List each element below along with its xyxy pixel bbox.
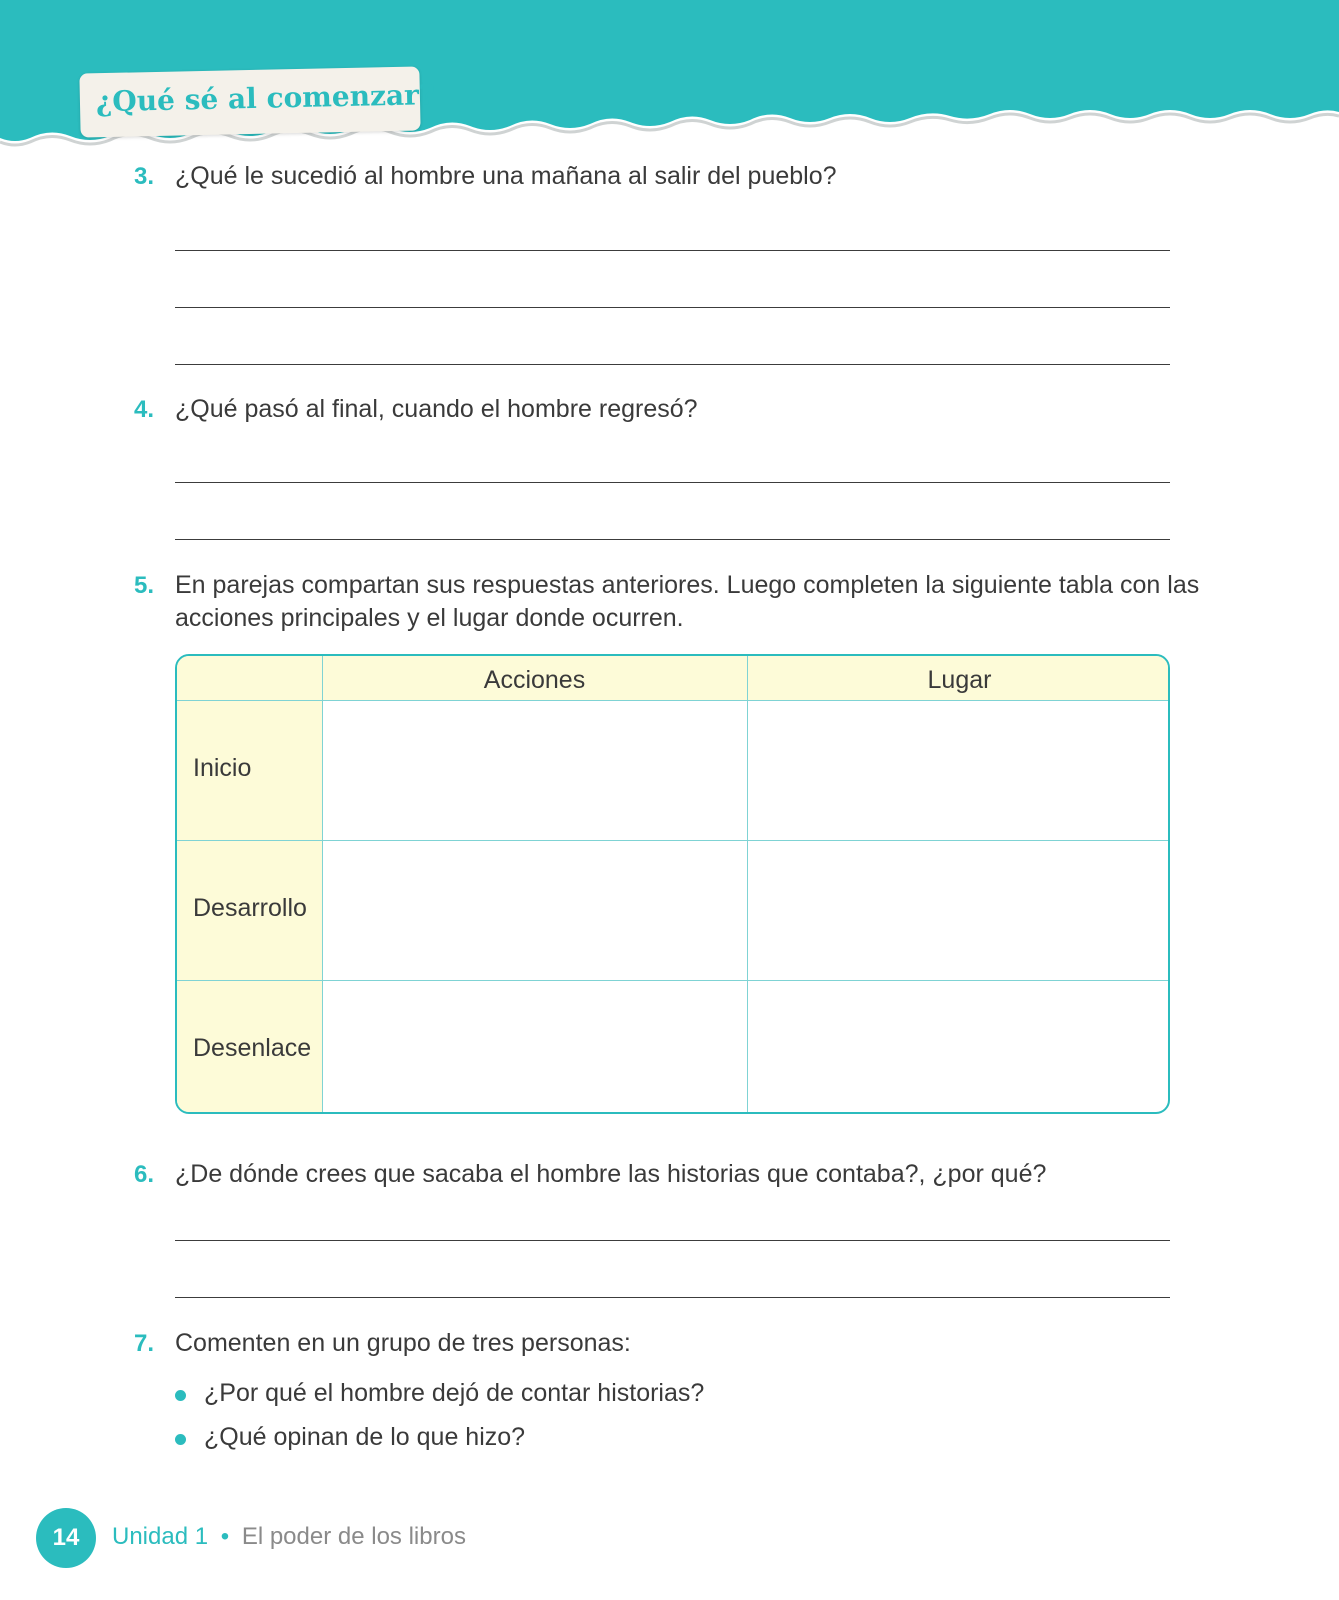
answer-line[interactable] (175, 482, 1170, 483)
page-number: 14 (52, 1524, 80, 1551)
answer-line[interactable] (175, 364, 1170, 365)
answer-line[interactable] (175, 539, 1170, 540)
answer-line[interactable] (175, 1297, 1170, 1298)
footer-unit: Unidad 1 (112, 1523, 209, 1550)
answer-line[interactable] (175, 250, 1170, 251)
footer-separator: • (220, 1523, 230, 1550)
question-number: 4. (134, 396, 155, 423)
question-text: ¿De dónde crees que sacaba el hombre las historias que contaba?, ¿por qué? (175, 1160, 1047, 1188)
answer-line[interactable] (175, 307, 1170, 308)
bullet-text: ¿Por qué el hombre dejó de contar historias? (204, 1379, 705, 1407)
column-header-lugar: Lugar (927, 666, 992, 694)
bullet-dot-icon (175, 1434, 186, 1445)
table-divider (177, 980, 1168, 981)
question-text-line1: En parejas compartan sus respuestas anteriores. Luego completen la siguiente tabla con las (175, 571, 1200, 599)
footer-unit-label (112, 1523, 466, 1551)
question-number: 3. (134, 163, 155, 190)
actions-table (175, 654, 1170, 1114)
question-text: ¿Qué le sucedió al hombre una mañana al salir del pueblo? (175, 162, 837, 190)
answer-line[interactable] (175, 1240, 1170, 1241)
bullet-dot-icon (175, 1390, 186, 1401)
question-number: 6. (134, 1161, 155, 1188)
footer-unit-title: El poder de los libros (241, 1523, 466, 1550)
table-divider (747, 656, 748, 1112)
bullet-text: ¿Qué opinan de lo que hizo? (204, 1423, 526, 1451)
question-number: 5. (134, 572, 155, 599)
table-divider (177, 840, 1168, 841)
question-text: ¿Qué pasó al final, cuando el hombre regresó? (175, 395, 698, 423)
table-divider (322, 656, 323, 1112)
question-number: 7. (134, 1330, 155, 1357)
row-header-desenlace: Desenlace (193, 1034, 312, 1062)
row-header-desarrollo: Desarrollo (193, 894, 307, 922)
column-header-acciones: Acciones (483, 666, 586, 694)
page-number-badge (36, 1508, 96, 1568)
section-title-tag (79, 66, 436, 137)
section-title: ¿Qué sé al comenzar? (95, 78, 436, 119)
table-divider (177, 700, 1168, 701)
row-header-inicio: Inicio (193, 754, 252, 782)
question-text-line2: acciones principales y el lugar donde ocurren. (175, 604, 684, 632)
question-text: Comenten en un grupo de tres personas: (175, 1329, 631, 1357)
